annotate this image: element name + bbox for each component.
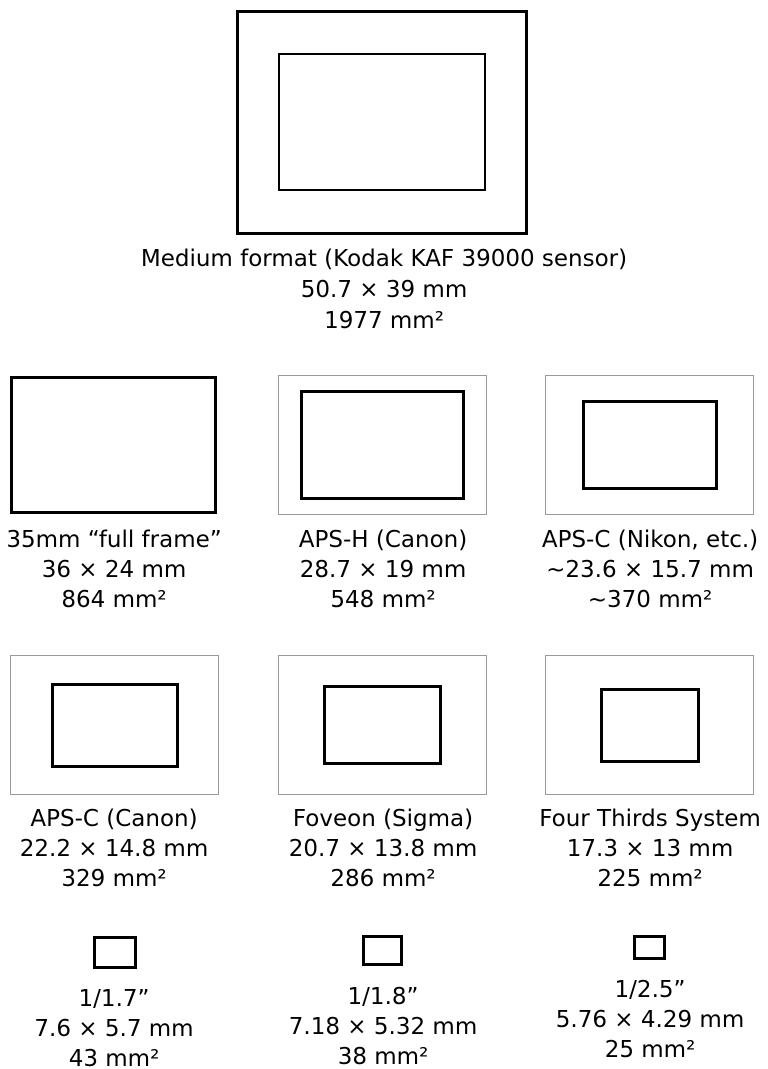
sensor-name: APS-H (Canon) bbox=[298, 527, 468, 553]
foveon-label-block bbox=[263, 804, 503, 894]
full-frame-reference-box bbox=[10, 655, 219, 795]
one-over-1-8-sensor-rect bbox=[362, 935, 403, 966]
one-over-1-7-sensor-rect bbox=[93, 936, 137, 969]
full-frame-reference-box bbox=[278, 655, 487, 795]
sensor-name: Four Thirds System bbox=[539, 806, 761, 832]
aps-c-nikon-label-block bbox=[530, 525, 768, 615]
medium-format-label-block bbox=[0, 244, 768, 337]
one-over-2-5-sensor-rect bbox=[633, 935, 666, 960]
sensor-area: 38 mm² bbox=[337, 1044, 429, 1069]
sensor-name: Medium format (Kodak KAF 39000 sensor) bbox=[140, 246, 628, 272]
sensor-dimensions: 50.7 × 39 mm bbox=[300, 277, 468, 303]
sensor-area: ~370 mm² bbox=[587, 587, 713, 613]
aps-c-nikon-sensor-rect bbox=[582, 400, 718, 490]
aps-h-sensor-rect bbox=[300, 390, 465, 499]
sensor-dimensions: 20.7 × 13.8 mm bbox=[288, 836, 478, 862]
sensor-area: 225 mm² bbox=[597, 866, 703, 892]
full-frame-reference-outline bbox=[278, 53, 485, 191]
sensor-dimensions: ~23.6 × 15.7 mm bbox=[546, 557, 754, 583]
sensor-area: 286 mm² bbox=[330, 866, 436, 892]
aps-c-canon-sensor-rect bbox=[51, 683, 179, 768]
sensor-dimensions: 28.7 × 19 mm bbox=[299, 557, 467, 583]
sensor-area: 864 mm² bbox=[61, 587, 167, 613]
foveon-sensor-rect bbox=[323, 685, 442, 764]
sensor-dimensions: 17.3 × 13 mm bbox=[566, 836, 734, 862]
sensor-dimensions: 5.76 × 4.29 mm bbox=[555, 1007, 745, 1033]
sensor-area: 43 mm² bbox=[68, 1046, 160, 1069]
sensor-dimensions: 7.6 × 5.7 mm bbox=[34, 1016, 194, 1042]
sensor-name: 1/1.7” bbox=[78, 986, 150, 1012]
full-frame-sensor-rect bbox=[10, 376, 217, 514]
full-frame-reference-box bbox=[545, 375, 754, 515]
sensor-area: 548 mm² bbox=[330, 587, 436, 613]
medium-format-sensor-rect bbox=[236, 10, 528, 235]
sensor-dimensions: 22.2 × 14.8 mm bbox=[19, 836, 209, 862]
sensor-area: 25 mm² bbox=[604, 1037, 696, 1063]
full-frame-label-block bbox=[0, 525, 234, 615]
sensor-name: 35mm “full frame” bbox=[6, 527, 222, 553]
one-over-2-5-label-block bbox=[530, 975, 768, 1065]
one-over-1-8-label-block bbox=[263, 982, 503, 1069]
sensor-name: APS-C (Nikon, etc.) bbox=[541, 527, 759, 553]
sensor-dimensions: 7.18 × 5.32 mm bbox=[288, 1014, 478, 1040]
sensor-name: APS-C (Canon) bbox=[30, 806, 198, 832]
one-over-1-7-label-block bbox=[0, 984, 234, 1069]
sensor-name: Foveon (Sigma) bbox=[292, 806, 474, 832]
four-thirds-label-block bbox=[530, 804, 768, 894]
sensor-area: 329 mm² bbox=[61, 866, 167, 892]
sensor-name: 1/1.8” bbox=[347, 984, 419, 1010]
sensor-area: 1977 mm² bbox=[324, 308, 444, 334]
aps-c-canon-label-block bbox=[0, 804, 234, 894]
full-frame-reference-box bbox=[545, 655, 754, 795]
full-frame-reference-box bbox=[278, 375, 487, 515]
sensor-name: 1/2.5” bbox=[614, 977, 686, 1003]
four-thirds-sensor-rect bbox=[600, 688, 700, 763]
sensor-dimensions: 36 × 24 mm bbox=[41, 557, 187, 583]
aps-h-label-block bbox=[263, 525, 503, 615]
